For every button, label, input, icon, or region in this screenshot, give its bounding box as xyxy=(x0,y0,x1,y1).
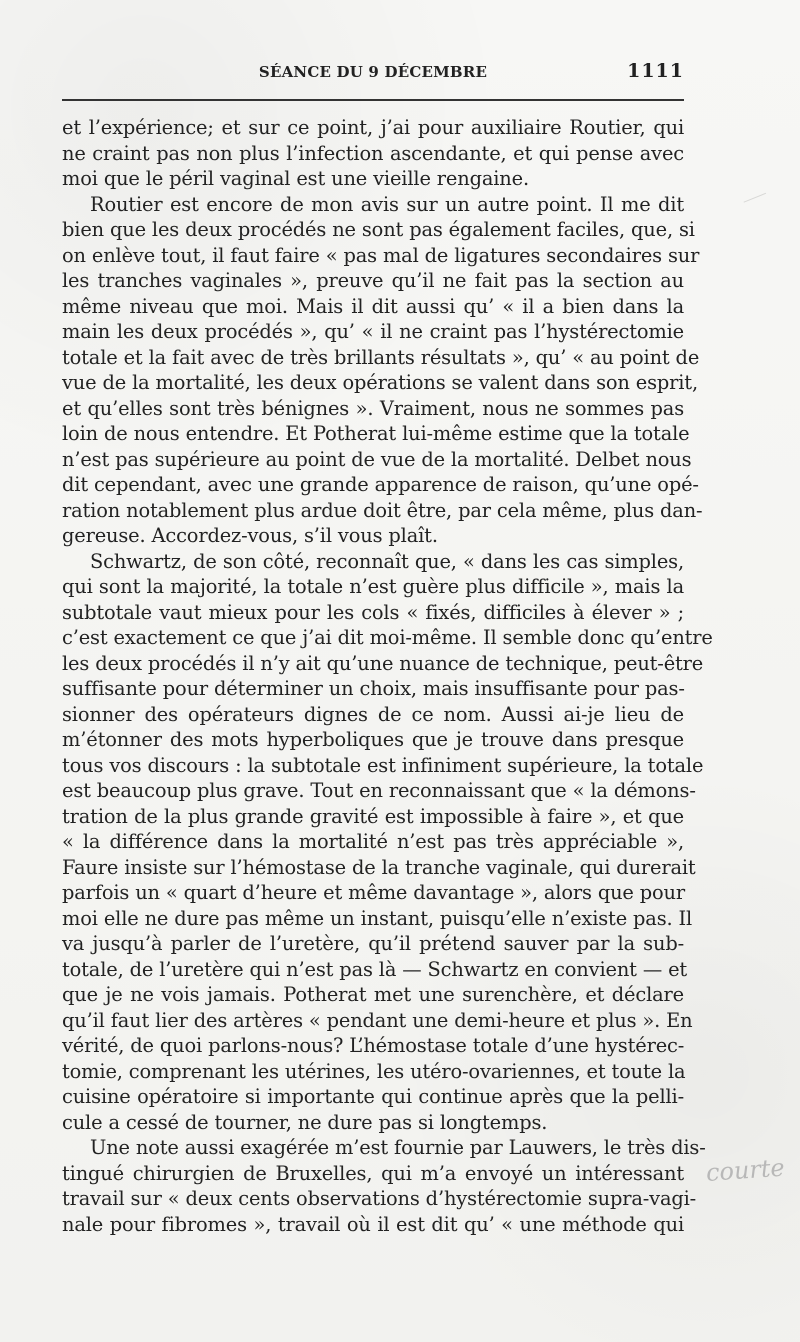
text-line: tingué chirurgien de Bruxelles, qui m’a envoyé un intéressant xyxy=(62,1161,684,1185)
text-line: et l’expérience; et sur ce point, j’ai pour auxiliaire Routier, qui xyxy=(62,116,684,139)
text-line: totale, de l’uretère qui n’est pas là — Schwartz en convient — et xyxy=(62,957,688,981)
header-rule xyxy=(62,99,684,101)
text-line: et qu’elles sont très bénignes ». Vraiment, nous ne sommes pas xyxy=(62,396,684,420)
handwritten-margin-note: courte xyxy=(705,1153,786,1187)
text-line: moi que le péril vaginal est une vieille rengaine. xyxy=(62,167,529,190)
text-line: suffisante pour déterminer un choix, mais insuffisante pour pas- xyxy=(62,677,685,700)
text-line: loin de nous entendre. Et Potherat lui-même estime que la totale xyxy=(62,422,690,445)
text-line: gereuse. Accordez-vous, s’il vous plaît. xyxy=(62,524,438,547)
text-line: cule a cessé de tourner, ne dure pas si longtemps. xyxy=(62,1110,548,1134)
text-line: totale et la fait avec de très brillants résultats », qu’ « au point de xyxy=(62,345,700,369)
text-line: subtotale vaut mieux pour les cols « fixés, difficiles à élever » ; xyxy=(62,600,684,624)
text-line: travail sur « deux cents observations d’hystérectomie supra-vagi- xyxy=(62,1187,697,1210)
page-number: 1111 xyxy=(627,60,684,82)
text-line: est beaucoup plus grave. Tout en reconnaissant que « la démons- xyxy=(62,779,696,802)
text-line: Routier est encore de mon avis sur un autre point. Il me dit xyxy=(90,192,684,216)
text-line: cuisine opératoire si importante qui continue après que la pelli- xyxy=(62,1085,684,1108)
text-line: parfois un « quart d’heure et même davantage », alors que pour xyxy=(62,881,685,904)
text-line: m’étonner des mots hyperboliques que je trouve dans presque xyxy=(62,728,684,751)
text-line: qu’il faut lier des artères « pendant une demi-heure et plus ». En xyxy=(62,1008,693,1032)
text-line: qui sont la majorité, la totale n’est guère plus difficile », mais la xyxy=(62,575,684,598)
text-line: nale pour fibromes », travail où il est dit qu’ « une méthode qui xyxy=(62,1212,684,1236)
text-line: que je ne vois jamais. Potherat met une surenchère, et déclare xyxy=(62,983,684,1006)
text-line: ne craint pas non plus l’infection ascendante, et qui pense avec xyxy=(62,141,684,165)
text-line: même niveau que moi. Mais il dit aussi qu’ « il a bien dans la xyxy=(62,294,684,318)
text-line: Une note aussi exagérée m’est fournie par Lauwers, le très dis- xyxy=(90,1136,706,1159)
text-line: tous vos discours : la subtotale est infiniment supérieure, la totale xyxy=(62,753,704,777)
running-title: SÉANCE DU 9 DÉCEMBRE xyxy=(258,63,488,81)
text-line: ration notablement plus ardue doit être, par cela même, plus dan- xyxy=(62,498,703,522)
text-line: Schwartz, de son côté, reconnaît que, « dans les cas simples, xyxy=(90,549,684,573)
text-line: les deux procédés il n’y ait qu’une nuance de technique, peut-être xyxy=(62,651,704,675)
text-line: vérité, de quoi parlons-nous? L’hémostase totale d’une hystérec- xyxy=(62,1034,685,1057)
text-line: on enlève tout, il faut faire « pas mal de ligatures secondaires sur xyxy=(62,243,700,267)
text-line: tration de la plus grande gravité est impossible à faire », et que xyxy=(62,804,684,828)
page-header xyxy=(62,60,684,88)
text-line: « la différence dans la mortalité n’est pas très appréciable », xyxy=(62,830,684,853)
text-line: main les deux procédés », qu’ « il ne craint pas l’hystérectomie xyxy=(62,320,684,343)
text-line: c’est exactement ce que j’ai dit moi-même. Il semble donc qu’entre xyxy=(62,626,713,649)
text-line: bien que les deux procédés ne sont pas également faciles, que, si xyxy=(62,218,695,241)
text-line: moi elle ne dure pas même un instant, puisqu’elle n’existe pas. Il xyxy=(62,906,693,930)
paper-mark xyxy=(744,193,769,208)
text-line: vue de la mortalité, les deux opérations se valent dans son esprit, xyxy=(62,371,698,394)
text-line: Faure insiste sur l’hémostase de la tranche vaginale, qui durerait xyxy=(62,855,696,879)
text-line: les tranches vaginales », preuve qu’il ne fait pas la section au xyxy=(62,269,684,292)
body-text xyxy=(62,115,713,1237)
text-line: dit cependant, avec une grande apparence de raison, qu’une opé- xyxy=(62,473,699,496)
text-line: va jusqu’à parler de l’uretère, qu’il prétend sauver par la sub- xyxy=(62,932,684,955)
text-line: sionner des opérateurs dignes de ce nom. Aussi ai-je lieu de xyxy=(62,702,684,726)
text-line: tomie, comprenant les utérines, les utéro-ovariennes, et toute la xyxy=(62,1059,686,1083)
text-line: n’est pas supérieure au point de vue de la mortalité. Delbet nous xyxy=(62,447,692,471)
